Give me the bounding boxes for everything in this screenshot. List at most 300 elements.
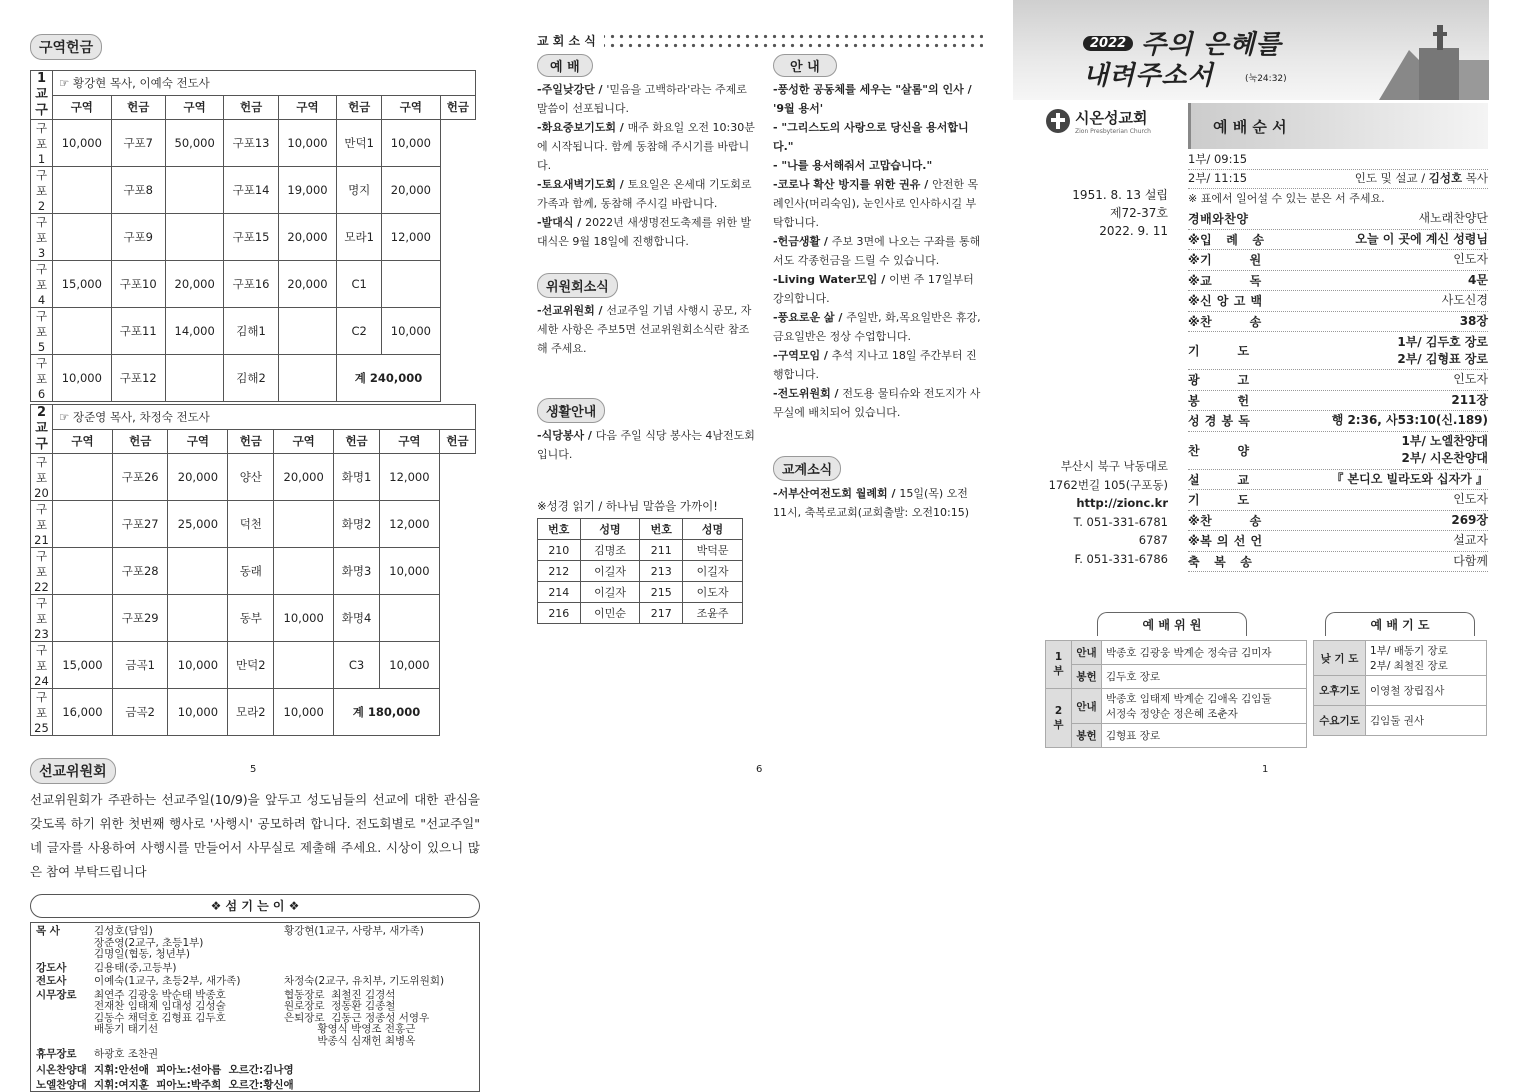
bible-cell: 이민순	[580, 603, 640, 624]
region-list	[773, 484, 985, 522]
news-item	[773, 346, 985, 384]
page-6-header	[537, 32, 983, 50]
table-cell: 구포8	[111, 167, 165, 214]
order-value: 인도자	[1453, 492, 1488, 507]
table-cell	[53, 501, 113, 548]
order-value: 설교자	[1453, 533, 1488, 548]
table-row	[31, 308, 476, 355]
news-value: 전도용 물티슈와 전도지가 사무실에 배치되어 있습니다.	[773, 387, 981, 419]
service-1-time: 1부/ 09:15	[1188, 151, 1488, 170]
prayer-role: 낮 기 도	[1314, 641, 1366, 676]
table-cell: 20,000	[278, 261, 337, 308]
order-row	[1188, 332, 1488, 370]
table-cell	[274, 642, 334, 689]
order-row	[1188, 250, 1488, 271]
staff-box	[30, 922, 480, 1092]
prayer-title: 예 배 기 도	[1325, 612, 1475, 636]
page-6-right	[773, 54, 985, 522]
news-value: 매주 화요일 오전 10:30분에 시작됩니다. 함께 동참해 주시기를 바랍니다.	[537, 121, 755, 172]
cover-banner	[1013, 0, 1489, 100]
order-list	[1188, 151, 1488, 572]
address-2: 1762번길 105(구포동)	[1048, 477, 1168, 492]
staff-names: 김성호(담임) 장준영(2교구, 초등1부) 김명일(협동, 청년부)	[94, 925, 204, 960]
news-value: 선교주일 기념 사행시 공모, 자세한 사항은 주보5면 선교위원회소식란 참조해 주세요.	[537, 304, 752, 355]
stand-note: ※ 표에서 일어설 수 있는 분은 서 주세요.	[1188, 192, 1385, 205]
order-label: ※찬 송	[1188, 513, 1262, 528]
order-label: 기 도	[1188, 493, 1250, 508]
order-row	[1188, 271, 1488, 292]
table-cell	[168, 548, 228, 595]
table-cell: 동래	[228, 548, 274, 595]
bible-cell: 216	[538, 603, 581, 624]
table-row	[31, 214, 476, 261]
staff-role: 시무장로	[36, 988, 77, 1001]
news-value: 안전한 목례인사(머리숙임), 눈인사로 인사하시길 부탁합니다.	[773, 178, 979, 229]
staff-role: 목 사	[36, 925, 60, 937]
order-label: 경배와찬양	[1188, 212, 1249, 227]
staff-names: 하광호 조찬권	[94, 1048, 159, 1060]
table-cell: 20,000	[274, 454, 334, 501]
order-title-banner	[1188, 103, 1488, 149]
order-value: 인도자	[1453, 252, 1488, 267]
page-number-6: 6	[756, 764, 763, 775]
region-title: 교계소식	[773, 456, 841, 481]
order-value: 오늘 이 곳에 계신 성령님	[1355, 231, 1488, 246]
table-cell: 구포4	[31, 261, 53, 308]
group1-label: 1 교 구	[31, 71, 53, 120]
order-value: 다함께	[1453, 553, 1488, 568]
table-cell	[53, 454, 113, 501]
order-row	[1188, 370, 1488, 391]
table-row	[31, 454, 476, 501]
table-row	[31, 501, 476, 548]
servant-role: 봉헌	[1072, 665, 1102, 689]
bible-cell: 이도자	[683, 582, 743, 603]
staff-table	[33, 925, 477, 1062]
staff-row	[33, 925, 477, 962]
table-header: 구역	[379, 429, 439, 454]
table-cell: 12,000	[379, 501, 439, 548]
worship-list	[537, 80, 759, 251]
order-value: 1부/ 노엘찬양대 2부/ 시온찬양대	[1401, 434, 1488, 465]
bible-title: ※성경 읽기 / 하나님 말씀을 가까이!	[537, 499, 718, 513]
order-row	[1188, 511, 1488, 532]
table-cell: 20,000	[278, 214, 337, 261]
table-cell: 구포15	[224, 214, 278, 261]
table-cell: 구포12	[111, 355, 165, 402]
servant-row	[1046, 724, 1307, 748]
order-label: ※복 의 선 언	[1188, 534, 1263, 549]
table-cell: 20,000	[168, 454, 228, 501]
bible-cell: 213	[640, 561, 683, 582]
order-title: 예 배 순 서	[1213, 118, 1287, 136]
offering-title: 구역헌금	[30, 34, 102, 60]
order-row	[1188, 470, 1488, 491]
table-cell: 구포13	[224, 120, 278, 167]
table-header: 헌금	[228, 429, 274, 454]
servant-row	[1046, 665, 1307, 689]
order-label: ※신 앙 고 백	[1188, 294, 1263, 309]
order-row	[1188, 209, 1488, 230]
table-cell	[53, 308, 112, 355]
staff-names-2: 차정숙(2교구, 유치부, 기도위원회)	[284, 975, 445, 987]
staff-names-2: 황강현(1교구, 사랑부, 새가족)	[284, 925, 424, 937]
phone-1: T. 051-331-6781	[1073, 514, 1168, 529]
prayer-row	[1314, 706, 1487, 736]
prayer-role: 수요기도	[1314, 706, 1366, 736]
staff-names-2: 협동장로 최철진 김경석 원로장로 정동환 김종철 은퇴장로 김동근 정종성 서영우 황영식 박영조 전홍근 박종식 심재헌 최병옥	[284, 988, 430, 1047]
table-header: 구역	[53, 95, 112, 120]
table-cell	[165, 355, 224, 402]
order-value: 1부/ 김두호 장로 2부/ 김형표 장로	[1397, 334, 1488, 366]
table-row	[31, 689, 476, 736]
table-cell: 구포3	[31, 214, 53, 261]
order-value: 사도신경	[1441, 293, 1488, 308]
table-header: 헌금	[334, 429, 380, 454]
bible-row	[538, 603, 743, 624]
bulletin-date: 2022. 9. 11	[1099, 224, 1168, 238]
servant-role: 안내	[1072, 689, 1102, 724]
table-header: 헌금	[112, 429, 167, 454]
table-cell: 구포5	[31, 308, 53, 355]
servant-names: 박종호 김광웅 박계순 정숙금 김미자	[1102, 641, 1307, 665]
prayer-names: 이영철 장립집사	[1366, 676, 1487, 706]
news-key: -헌금생활 /	[773, 235, 832, 248]
worship-title: 예 배	[537, 54, 593, 77]
table-cell: 10,000	[168, 642, 228, 689]
staff-names: 최연주 김광웅 박순태 박종호 전재찬 임태제 임대성 김성술 김동수 채덕호 김형표 김두호 배동기 태기선	[94, 988, 226, 1035]
table-cell	[53, 167, 112, 214]
order-row	[1188, 230, 1488, 251]
table-header: 구역	[274, 429, 334, 454]
page-number-5: 5	[250, 764, 257, 775]
table-cell: 금곡2	[112, 689, 167, 736]
page-5	[30, 34, 480, 1091]
table-cell: 만덕1	[337, 120, 382, 167]
prayer-role: 오후기도	[1314, 676, 1366, 706]
table-cell: 10,000	[379, 548, 439, 595]
table-header: 헌금	[439, 429, 475, 454]
group2-table	[30, 404, 476, 736]
table-cell	[274, 501, 334, 548]
order-value: 211장	[1451, 392, 1488, 407]
table-cell: 구포16	[224, 261, 278, 308]
order-label: 기 도	[1188, 344, 1250, 358]
servants-section	[1045, 612, 1307, 748]
order-row	[1188, 312, 1488, 333]
table-cell: 양산	[228, 454, 274, 501]
table-row	[31, 595, 476, 642]
table-cell: C3	[334, 642, 380, 689]
table-cell: C2	[337, 308, 382, 355]
order-label: ※기 원	[1188, 253, 1262, 268]
news-item	[537, 213, 759, 251]
servant-service: 1부	[1046, 641, 1072, 689]
table-cell: 모라2	[228, 689, 274, 736]
table-cell: 구포7	[111, 120, 165, 167]
cover-verse: (눅24:32)	[1245, 74, 1287, 84]
news-value: 주일반, 화,목요일반은 휴강, 금요일반은 정상 수업합니다.	[773, 311, 981, 343]
order-value: 인도자	[1453, 372, 1488, 387]
order-label: 축 복 송	[1188, 554, 1253, 569]
staff-names: 이예숙(1교구, 초등2부, 새가족)	[94, 975, 241, 987]
servant-names: 박종호 임태제 박계순 김애옥 김임둘 서정숙 정양순 정은혜 조춘자	[1102, 689, 1307, 724]
staff-role: 휴무장로	[36, 1048, 77, 1060]
bible-cell: 210	[538, 540, 581, 561]
table-cell: 50,000	[165, 120, 224, 167]
table-cell: 10,000	[168, 689, 228, 736]
order-row	[1188, 490, 1488, 511]
table-cell: 구포24	[31, 642, 53, 689]
servant-service: 2부	[1046, 689, 1072, 748]
bible-header: 성명	[580, 519, 640, 540]
bible-header: 번호	[640, 519, 683, 540]
table-cell: 구포23	[31, 595, 53, 642]
servant-row	[1046, 641, 1307, 665]
news-value: 다음 주일 식당 봉사는 4남전도회입니다.	[537, 429, 755, 461]
news-key: - "나를 용서해줘서 고맙습니다."	[773, 159, 933, 172]
church-building-image	[1369, 20, 1489, 100]
cover-title-1: 주의 은혜를	[1141, 30, 1282, 60]
leader-name: 김성호	[1428, 171, 1463, 185]
staff-names-2	[281, 962, 477, 976]
servant-role: 봉헌	[1072, 724, 1102, 748]
table-header: 구역	[168, 429, 228, 454]
table-cell: 구포1	[31, 120, 53, 167]
mission-title: 선교위원회	[30, 758, 116, 784]
table-cell: 25,000	[168, 501, 228, 548]
order-label: ※교 독	[1188, 273, 1262, 288]
servant-names: 김형표 장로	[1102, 724, 1307, 748]
table-cell	[165, 167, 224, 214]
table-cell: 구포9	[111, 214, 165, 261]
total-cell: 계 180,000	[334, 689, 440, 736]
choir-2: 노엘찬양대 지휘:여지훈 피아노:박주희 오르간:황신애	[36, 1078, 294, 1091]
news-value: 주보 3면에 나오는 구좌를 통해서도 각종헌금을 드릴 수 있습니다.	[773, 235, 981, 267]
servant-role: 안내	[1072, 641, 1102, 665]
table-row	[31, 167, 476, 214]
table-cell: C1	[337, 261, 382, 308]
table-cell: 구포27	[112, 501, 167, 548]
table-cell: 10,000	[274, 595, 334, 642]
news-item	[773, 270, 985, 308]
cover-title-2: 내려주소서	[1083, 61, 1214, 91]
order-row	[1188, 531, 1488, 552]
total-cell: 계 240,000	[337, 355, 440, 402]
table-cell	[53, 548, 113, 595]
news-key: - "그리스도의 사랑으로 당신을 용서합니다."	[773, 121, 969, 153]
news-value: 토요일은 온세대 기도회로 가족과 함께, 동참해 주시길 바랍니다.	[537, 178, 752, 210]
bible-row	[538, 582, 743, 603]
table-cell: 20,000	[382, 167, 441, 214]
staff-row	[33, 975, 477, 989]
news-key: -풍성한 공동체를 세우는 "살롬"의 인사 / '9월 용서'	[773, 83, 972, 115]
table-cell	[165, 214, 224, 261]
bible-cell: 211	[640, 540, 683, 561]
bible-cell: 212	[538, 561, 581, 582]
news-key: -풍요로운 삶 /	[773, 311, 847, 324]
bible-header: 번호	[538, 519, 581, 540]
order-value: 4문	[1468, 272, 1488, 287]
table-cell: 동부	[228, 595, 274, 642]
committee-list	[537, 301, 759, 358]
table-cell: 구포29	[112, 595, 167, 642]
servants-table	[1045, 640, 1307, 748]
bible-header: 성명	[683, 519, 743, 540]
order-value: 38장	[1459, 313, 1488, 328]
church-logo	[1045, 107, 1151, 135]
news-item	[537, 426, 759, 464]
news-value: '믿음을 고백하라'라는 주제로 말씀이 선포됩니다.	[537, 83, 747, 115]
news-item	[537, 118, 759, 175]
news-item	[773, 384, 985, 422]
news-item	[537, 301, 759, 358]
service-2-row	[1188, 170, 1488, 189]
table-cell	[278, 308, 337, 355]
table-cell: 만덕2	[228, 642, 274, 689]
founded-date: 1951. 8. 13 설립	[1072, 188, 1168, 202]
table-cell: 구포25	[31, 689, 53, 736]
table-cell: 구포21	[31, 501, 53, 548]
servant-names: 김두호 장로	[1102, 665, 1307, 689]
notice-list	[773, 80, 985, 422]
table-cell	[53, 595, 113, 642]
website-link[interactable]: http://zionc.kr	[1076, 496, 1168, 510]
table-header: 헌금	[337, 95, 382, 120]
order-row	[1188, 552, 1488, 573]
table-cell: 화명3	[334, 548, 380, 595]
table-row	[31, 261, 476, 308]
staff-row	[33, 1048, 477, 1062]
prayer-row	[1314, 641, 1487, 676]
choir-1: 시온찬양대 지휘:안선애 피아노:선아름 오르간:김나영	[36, 1063, 294, 1076]
bible-cell: 이길자	[580, 561, 640, 582]
bible-row	[538, 561, 743, 582]
table-row	[31, 548, 476, 595]
news-value: 2022년 새생명전도축제를 위한 발대식은 9월 18일에 진행합니다.	[537, 216, 752, 248]
table-cell: 10,000	[274, 689, 334, 736]
news-item	[537, 175, 759, 213]
news-key: -주일낮강단 /	[537, 83, 607, 96]
prayer-table	[1313, 640, 1487, 736]
news-key: -코로나 확산 방지를 위한 권유 /	[773, 178, 933, 191]
staff-header: ❖ 섬 기 는 이 ❖	[30, 894, 480, 918]
table-header: 구역	[278, 95, 337, 120]
table-cell: 구포22	[31, 548, 53, 595]
news-key: -화요중보기도회 /	[537, 121, 628, 134]
staff-role: 전도사	[36, 975, 67, 987]
table-cell: 12,000	[382, 214, 441, 261]
prayer-names: 김임둘 권사	[1366, 706, 1487, 736]
issue-number: 제72-37호	[1109, 206, 1168, 220]
news-item	[773, 484, 985, 522]
news-value: 추석 지나고 18일 주간부터 진행합니다.	[773, 349, 977, 381]
news-key: -구역모임 /	[773, 349, 832, 362]
table-cell: 구포14	[224, 167, 278, 214]
table-cell: 10,000	[53, 355, 112, 402]
prayer-names: 1부/ 배동기 장로 2부/ 최철진 장로	[1366, 641, 1487, 676]
news-item	[773, 156, 985, 175]
order-row	[1188, 411, 1488, 432]
table-row	[31, 642, 476, 689]
table-header: 헌금	[111, 95, 165, 120]
table-cell: 김해1	[224, 308, 278, 355]
table-cell	[274, 548, 334, 595]
founded-info	[1060, 186, 1168, 240]
news-key: -식당봉사 /	[537, 429, 596, 442]
bible-cell: 215	[640, 582, 683, 603]
order-label: ※찬 송	[1188, 314, 1262, 329]
church-name: 시온성교회	[1075, 109, 1148, 127]
order-row	[1188, 432, 1488, 470]
staff-role: 강도사	[36, 961, 67, 974]
table-cell	[379, 595, 439, 642]
life-list	[537, 426, 759, 464]
table-cell: 구포28	[112, 548, 167, 595]
bible-cell: 217	[640, 603, 683, 624]
staff-row	[33, 989, 477, 1049]
news-key: -Living Water모임 /	[773, 273, 890, 286]
servants-title: 예 배 위 원	[1097, 612, 1247, 636]
table-cell	[278, 355, 337, 402]
news-item	[773, 232, 985, 270]
order-label: 찬 양	[1188, 443, 1250, 458]
staff-row	[33, 962, 477, 976]
table-cell: 14,000	[165, 308, 224, 355]
news-item	[537, 80, 759, 118]
group2-pastors: ☞ 장준영 목사, 차정숙 전도사	[53, 405, 476, 430]
page-6-header-text: 교 회 소 식	[537, 34, 604, 48]
staff-names-2	[281, 1048, 477, 1062]
table-header: 헌금	[440, 95, 475, 120]
table-cell: 구포26	[112, 454, 167, 501]
table-cell: 10,000	[382, 120, 441, 167]
order-label: ※입 례 송	[1188, 232, 1265, 247]
address-1: 부산시 북구 낙동대로	[1060, 459, 1168, 473]
church-en: Zion Presbyterian Church	[1075, 128, 1151, 135]
table-cell: 15,000	[53, 642, 113, 689]
bible-cell: 김명조	[580, 540, 640, 561]
notice-title: 안 내	[773, 54, 837, 77]
order-value: 269장	[1451, 512, 1488, 527]
table-cell: 덕천	[228, 501, 274, 548]
mission-text: 선교위원회가 주관하는 선교주일(10/9)을 앞두고 성도님들의 선교에 대한 관심을 갖도록 하기 위한 첫번째 행사로 '사행시' 공모하려 합니다. 전도회별로 "선교주일" 네 글자를 사용하여 사행시를 만들어서 사무실로 제출해 주세요. 시상이 있으니 많은 참여 부탁드립니다	[30, 792, 480, 879]
news-item	[773, 308, 985, 346]
table-cell: 10,000	[53, 120, 112, 167]
table-cell: 구포6	[31, 355, 53, 402]
contact-info	[1040, 457, 1168, 568]
bible-cell: 조윤주	[683, 603, 743, 624]
committee-title: 위원회소식	[537, 273, 618, 298]
group2-label: 2 교 구	[31, 405, 53, 454]
order-row	[1188, 391, 1488, 412]
news-key: -선교위원회 /	[537, 304, 607, 317]
table-cell: 15,000	[53, 261, 112, 308]
table-cell: 화명4	[334, 595, 380, 642]
bible-cell: 박덕문	[683, 540, 743, 561]
order-label: 광 고	[1188, 373, 1250, 388]
news-value: 15일(목) 오전 11시, 축복로교회(교회출발: 오전10:15)	[773, 487, 969, 519]
table-cell: 16,000	[53, 689, 113, 736]
page-6-left	[537, 54, 759, 624]
order-value: 『 본디오 빌라도와 십자가 』	[1331, 471, 1488, 486]
table-cell: 모라1	[337, 214, 382, 261]
order-label: 설 교	[1188, 472, 1250, 487]
table-header: 헌금	[224, 95, 278, 120]
order-value: 행 2:36, 사53:10(신.189)	[1331, 413, 1488, 428]
table-cell: 20,000	[165, 261, 224, 308]
group1-pastors: ☞ 황강현 목사, 이예숙 전도사	[53, 71, 476, 96]
